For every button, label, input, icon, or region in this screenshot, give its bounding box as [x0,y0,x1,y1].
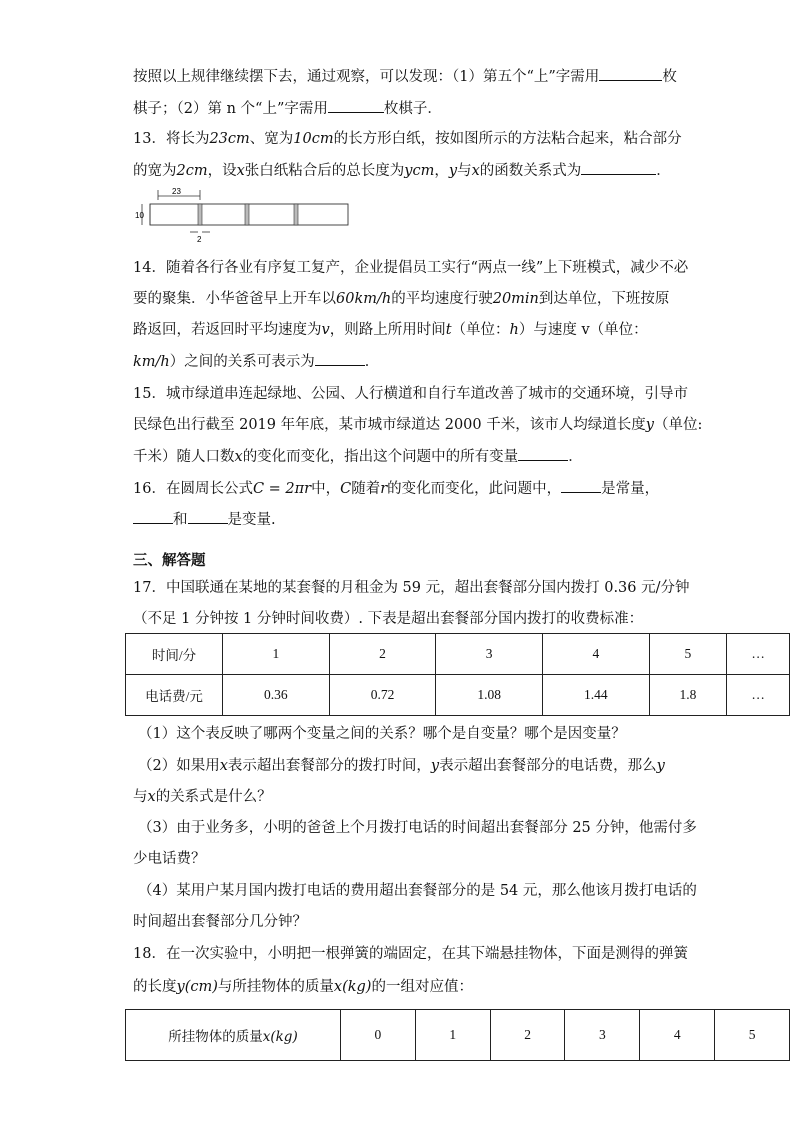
q14-text: 路返回，若返回时平均速度为 [133,322,322,338]
table-cell: 3 [565,1010,640,1061]
glue-overlap-3 [294,204,298,225]
q17-sub3 [138,818,697,838]
q14-text: 14．随着各行各业有序复工复产，企业提倡员工实行“两点一线”上下班模式，减少不必 [133,260,689,276]
width-label: 10 [135,211,144,220]
q17-sub2 [138,756,665,776]
q15-text: （单位: [653,417,703,433]
q13-text: ，设 [207,163,237,179]
table-cell: 5 [649,634,726,675]
q16-text: 的变化而变化，此问题中， [387,481,562,497]
table-cell: … [727,675,790,716]
q16-math: C [340,481,352,497]
q17-math: x [147,789,156,805]
q12-line1 [133,66,677,87]
spring-mass-table [125,1009,790,1061]
q14-text: （单位： [451,322,510,338]
q17-text: （不足 1 分钟按 1 分钟时间收费）. 下表是超出套餐部分国内拨打的收费标准： [133,611,644,627]
q13-math: ycm [404,163,435,179]
q13-text: 、宽为 [249,131,294,147]
q17-line1 [133,578,690,598]
table-cell: 0.72 [329,675,436,716]
length-label: 23 [172,187,181,196]
q17-sub3-cont [133,849,206,869]
q15-text: 民绿色出行截至 2019 年年底，某市城市绿道达 2000 千米，该市人均绿道长度 [133,417,646,433]
q14-line4 [133,351,379,372]
q15-line1 [133,384,688,404]
q18-line1 [133,944,688,964]
table-row-mass [126,1010,790,1061]
table-cell: 1.08 [436,675,543,716]
q16-blank-2[interactable] [133,509,173,524]
q17-math: y [656,758,665,774]
q18-text: 18．在一次实验中，小明把一根弹簧的端固定，在其下端悬挂物体，下面是测得的弹簧 [133,946,688,962]
q12-blank-1[interactable] [599,66,662,81]
q13-line1 [133,129,682,149]
table-header-math: x(kg) [262,1029,298,1045]
table-cell: 1.8 [649,675,726,716]
q16-blank-1[interactable] [561,478,601,493]
q14-text: ）之间的关系可表示为 [169,354,315,370]
q17-text: 的关系式是什么？ [155,789,272,805]
table-cell: 0.36 [223,675,330,716]
table-header-text: 所挂物体的质量 [168,1029,263,1044]
q13-math: 23cm [209,131,250,147]
q17-text: 少电话费？ [133,851,206,867]
table-cell: 3 [436,634,543,675]
q18-math: y(cm) [176,979,218,995]
section-heading: 三、解答题 [133,553,206,569]
q13-text: 张白纸粘合后的总长度为 [244,163,405,179]
q14-text: 要的聚集．小华爸爸早上开车以 [133,291,336,307]
q14-math: h [509,322,519,338]
q17-text: （3）由于业务多，小明的爸爸上个月拨打电话的时间超出套餐部分 25 分钟，他需付多 [138,820,697,836]
table-cell: 0 [341,1010,416,1061]
q17-text: （2）如果用 [138,758,220,774]
q15-blank[interactable] [518,446,568,461]
q16-text: 和 [173,512,188,528]
paper-strips-figure [134,186,354,248]
q18-line2 [133,977,473,997]
q16-math: C = 2πr [252,481,312,497]
q16-text: 16．在圆周长公式 [133,481,253,497]
q14-math: v [321,322,330,338]
q17-text: （4）某用户某月国内拨打电话的费用超出套餐部分的是 54 元，那么他该月拨打电话的 [138,883,697,899]
q17-math: y [430,758,440,774]
table-cell: 5 [715,1010,790,1061]
q13-text: ． [656,163,671,179]
table-cell: 4 [640,1010,715,1061]
table-header-cell [126,1010,341,1061]
q13-text: 的函数关系式为 [479,163,582,179]
q13-text: 与 [457,163,472,179]
q14-text: ，则路上所用时间 [329,322,446,338]
q17-sub1 [138,724,626,744]
q18-text: 的一组对应值： [371,979,473,995]
q14-math: km/h [133,354,170,370]
q13-blank[interactable] [581,160,656,175]
q17-sub2-cont [133,787,272,807]
q18-math: x(kg) [333,979,372,995]
q16-line1 [133,478,659,499]
table-row-fee [126,675,790,716]
q13-math: y [448,163,458,179]
q17-text: 与 [133,789,148,805]
q15-text: 15．城市绿道串连起绿地、公园、人行横道和自行车道改善了城市的交通环境，引导市 [133,386,688,402]
q13-text: 13．将长为 [133,131,210,147]
glue-overlap-1 [198,204,202,225]
q14-math: 60km/h [336,291,392,307]
q17-line2 [133,609,643,629]
q13-line2 [133,160,671,181]
q17-text: 表示超出套餐部分的电话费，那么 [439,758,657,774]
q14-text: ． [364,354,380,370]
table-cell: 1 [415,1010,490,1061]
q15-text: 的变化而变化，指出这个问题中的所有变量 [242,449,519,465]
table-cell: … [727,634,790,675]
q17-text: 表示超出套餐部分的拨打时间， [227,758,431,774]
q14-line3 [133,320,648,340]
q15-line2 [133,415,702,435]
q14-blank[interactable] [315,351,365,366]
table-header-cell: 电话费/元 [126,675,223,716]
glue-width-label: 2 [197,235,202,244]
q15-text: ． [568,449,583,465]
q16-text: 随着 [351,481,381,497]
q13-text: ， [434,163,449,179]
q17-text: （1）这个表反映了哪两个变量之间的关系？哪个是自变量？哪个是因变量？ [138,726,626,742]
q16-math: r [380,481,388,497]
q18-text: 与所挂物体的质量 [217,979,334,995]
q14-text: 的平均速度行驶 [391,291,493,307]
q14-line1 [133,258,688,278]
q18-text: 的长度 [133,979,177,995]
q17-sub4-cont [133,912,307,932]
table-cell: 1 [223,634,330,675]
q14-math: t [445,322,452,338]
q16-text: 是常量， [601,481,660,497]
q14-text: ）与速度 v（单位： [518,322,648,338]
q14-line2 [133,289,669,309]
q14-text: 到达单位，下班按原 [538,291,670,307]
q15-math: y [645,417,654,433]
q13-math: x [471,163,480,179]
call-fee-table [125,633,790,716]
table-cell: 1.44 [543,675,650,716]
q13-text: 的长方形白纸，按如图所示的方法粘合起来，粘合部分 [333,131,682,147]
q17-text: 17．中国联通在某地的某套餐的月租金为 59 元，超出套餐部分国内拨打 0.36 元/分钟 [133,580,690,596]
q12-line2 [133,98,442,119]
table-header-cell: 时间/分 [126,634,223,675]
q15-math: x [234,449,243,465]
q16-text: 中， [311,481,341,497]
table-cell: 2 [329,634,436,675]
q16-text: 是变量. [227,512,276,528]
table-row-time [126,634,790,675]
q12-text-c: 棋子；（2）第 n 个“上”字需用 [133,101,328,117]
table-cell: 2 [490,1010,565,1061]
q12-text-a: 按照以上规律继续摆下去，通过观察，可以发现：（1）第五个“上”字需用 [133,69,600,85]
q16-blank-3[interactable] [188,509,228,524]
q16-line2 [133,509,276,530]
q12-text-d: 枚棋子． [383,101,442,117]
q15-text: 千米）随人口数 [133,449,235,465]
q13-text: 的宽为 [133,163,177,179]
q12-blank-2[interactable] [328,98,384,113]
q17-sub4 [138,881,697,901]
q12-text-b: 枚 [662,69,677,85]
q15-line3 [133,446,583,467]
q13-math: 2cm [176,163,208,179]
q17-text: 时间超出套餐部分几分钟？ [133,914,307,930]
table-cell: 4 [543,634,650,675]
q13-math: x [236,163,245,179]
q14-math: 20min [492,291,539,307]
q17-math: x [219,758,228,774]
glue-overlap-2 [245,204,249,225]
q13-math: 10cm [293,131,334,147]
